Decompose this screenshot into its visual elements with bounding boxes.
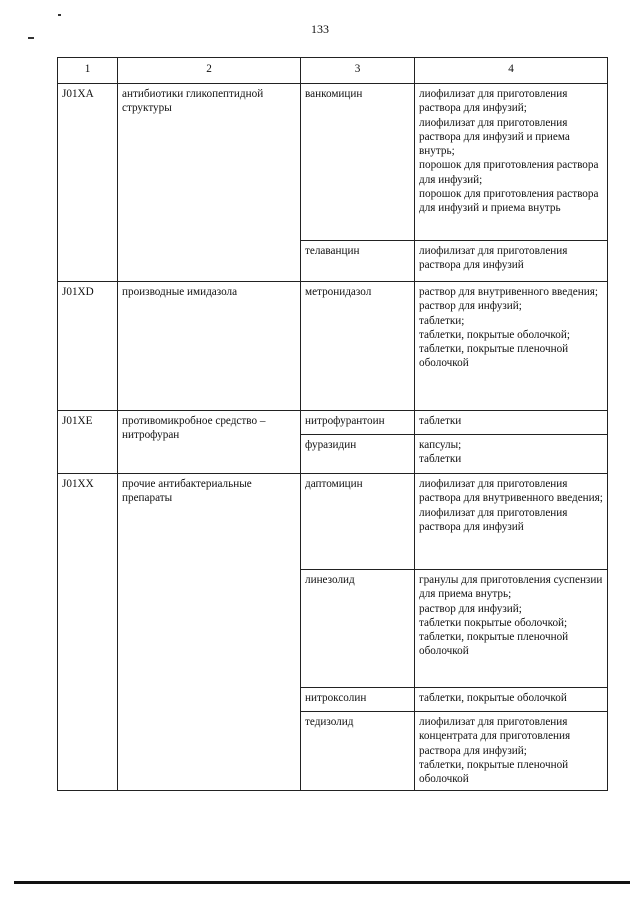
- dosage-forms-cell: [415, 435, 608, 474]
- header-cell-code: 1: [58, 58, 118, 84]
- dosage-form: гранулы для приготовления суспензии для приема внутрь;: [419, 574, 603, 601]
- dosage-form: лиофилизат для приготовления раствора для инфузий;: [419, 88, 568, 115]
- atc-code-cell: J01XX: [58, 474, 118, 791]
- atc-code-cell: J01XD: [58, 282, 118, 411]
- header-cell-name: 3: [301, 58, 415, 84]
- dosage-form: таблетки, покрытые пленочной оболочкой: [419, 631, 569, 658]
- dosage-forms-cell: [415, 282, 608, 411]
- drug-name-cell: метронидазол: [301, 282, 415, 411]
- dosage-forms-cell: [415, 474, 608, 570]
- drug-name-cell: фуразидин: [301, 435, 415, 474]
- dosage-form: таблетки, покрытые пленочной оболочкой: [419, 758, 569, 786]
- dosage-form: раствор для инфузий;: [419, 300, 522, 313]
- drug-name-cell: нитроксолин: [301, 688, 415, 712]
- atc-code-cell: J01XA: [58, 84, 118, 282]
- drug-table: [57, 57, 608, 791]
- drug-name-cell: ванкомицин: [301, 84, 415, 241]
- dosage-form: лиофилизат для приготовления раствора для инфузий: [419, 506, 568, 533]
- dosage-form: раствор для внутривенного введения;: [419, 286, 598, 298]
- dosage-form: лиофилизат для приготовления раствора для внутривенного введения;: [419, 478, 603, 505]
- group-name-cell: прочие антибактериальные препараты: [118, 474, 301, 791]
- dosage-form: таблетки: [419, 415, 462, 427]
- table-row: [58, 474, 608, 570]
- drug-name-cell: тедизолид: [301, 712, 415, 791]
- dosage-forms-cell: [415, 84, 608, 241]
- table-row: [58, 411, 608, 435]
- scan-speck: [28, 37, 34, 39]
- drug-name-cell: нитрофурантоин: [301, 411, 415, 435]
- drug-name-cell: телаванцин: [301, 241, 415, 282]
- dosage-forms-cell: [415, 712, 608, 791]
- dosage-form: таблетки, покрытые оболочкой: [419, 692, 567, 704]
- scan-speck: [58, 14, 61, 16]
- group-name-cell: производные имидазола: [118, 282, 301, 411]
- dosage-form: таблетки: [419, 453, 462, 466]
- drug-name-cell: даптомицин: [301, 474, 415, 570]
- dosage-form: таблетки, покрытые оболочкой;: [419, 328, 570, 341]
- dosage-forms-cell: [415, 411, 608, 435]
- header-cell-group: 2: [118, 58, 301, 84]
- dosage-form: порошок для приготовления раствора для инфузий;: [419, 159, 599, 186]
- header-row: [58, 58, 608, 84]
- header-cell-forms: 4: [415, 58, 608, 84]
- table-row: [58, 282, 608, 411]
- dosage-forms-cell: [415, 688, 608, 712]
- drug-name-cell: линезолид: [301, 570, 415, 688]
- dosage-form: таблетки, покрытые пленочной оболочкой: [419, 343, 569, 370]
- atc-code-cell: J01XE: [58, 411, 118, 474]
- group-name-cell: антибиотики гликопептидной структуры: [118, 84, 301, 282]
- dosage-form: таблетки;: [419, 314, 465, 327]
- table-row: [58, 84, 608, 241]
- dosage-forms-cell: [415, 241, 608, 282]
- page-number: 133: [311, 22, 329, 36]
- dosage-form: лиофилизат для приготовления концентрата для приготовления раствора для инфузий;: [419, 716, 571, 757]
- dosage-form: таблетки покрытые оболочкой;: [419, 616, 568, 629]
- dosage-form: порошок для приготовления раствора для инфузий и приема внутрь: [419, 188, 599, 215]
- group-name-cell: противомикробное средство – нитрофуран: [118, 411, 301, 474]
- dosage-form: лиофилизат для приготовления раствора для инфузий: [419, 245, 568, 272]
- dosage-form: раствор для инфузий;: [419, 602, 522, 615]
- dosage-forms-cell: [415, 570, 608, 688]
- dosage-form: капсулы;: [419, 439, 462, 451]
- page-bottom-rule: [14, 881, 630, 884]
- dosage-form: лиофилизат для приготовления раствора для инфузий и приема внутрь;: [419, 116, 570, 158]
